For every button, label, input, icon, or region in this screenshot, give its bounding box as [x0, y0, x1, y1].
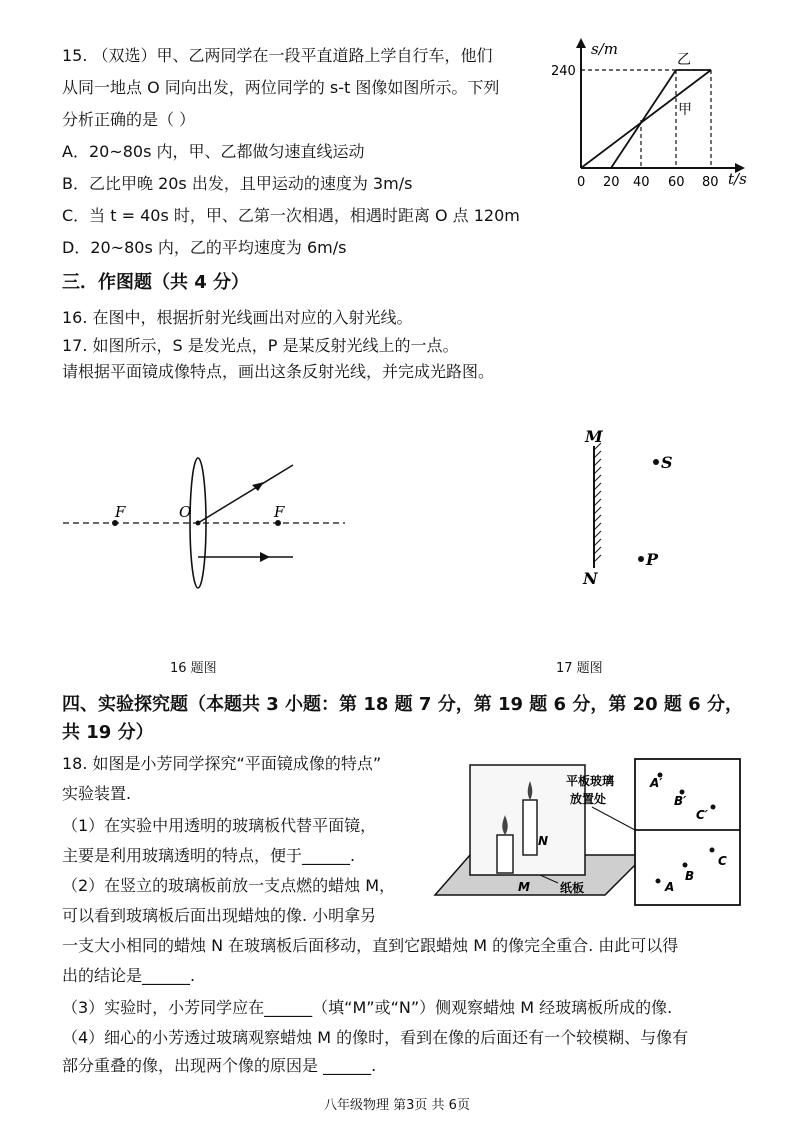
q18-apparatus-figure [430, 755, 745, 910]
x-tick-20: 20 [603, 175, 620, 190]
y-axis-label: s/m [591, 40, 618, 58]
q18-intro-1: 18. 如图是小芳同学探究“平面镜成像的特点” [62, 754, 382, 773]
point-p-dot [638, 556, 644, 562]
label-yi: 乙 [677, 52, 691, 68]
q18-p2-line-1: （2）在竖立的玻璃板前放一支点燃的蜡烛 M， [62, 876, 396, 895]
q18-p4-line-2: 部分重叠的像，出现两个像的原因是 ______. [62, 1056, 377, 1075]
label-a-prime: A′ [650, 776, 663, 790]
label-candle-n: N [538, 834, 549, 848]
q15-stem-line-1: 15. （双选）甲、乙两同学在一段平直道路上学自行车，他们 [62, 46, 493, 65]
q18-p3: （3）实验时，小芳同学应在______（填“M”或“N”）侧观察蜡烛 M 经玻璃板所成的像. [62, 998, 673, 1017]
fig17-mirror-diagram [570, 420, 710, 600]
label-focus-left: F [115, 503, 126, 521]
q18-intro-2: 实验装置. [62, 784, 132, 803]
q15-st-graph [545, 32, 760, 197]
label-p: P [646, 550, 659, 569]
fig17-caption: 17 题图 [556, 661, 603, 676]
q18-p2-line-4: 出的结论是______. [62, 966, 196, 985]
mirror-hatching [594, 443, 601, 562]
label-glass-2: 放置处 [570, 792, 607, 806]
label-s: S [661, 453, 673, 472]
dot-a [656, 879, 661, 884]
q15-option-d: D．20~80s 内，乙的平均速度为 6m/s [62, 238, 347, 257]
q18-p2-line-2: 可以看到玻璃板后面出现蜡烛的像. 小明拿另 [62, 906, 377, 925]
glass-leader [592, 807, 635, 830]
label-c-prime: C′ [696, 808, 708, 822]
x-tick-60: 60 [668, 175, 685, 190]
x-tick-0: 0 [577, 175, 586, 190]
x-tick-80: 80 [702, 175, 719, 190]
label-n: N [583, 569, 598, 588]
q15-option-c: C．当 t = 40s 时，甲、乙第一次相遇，相遇时距离 O 点 120m [62, 206, 520, 225]
section3-title: 三．作图题（共 4 分） [62, 272, 250, 293]
q18-p4-line-1: （4）细心的小芳透过玻璃观察蜡烛 M 的像时，看到在像的后面还有一个较模糊、与像有 [62, 1028, 689, 1047]
q17-text-2: 请根据平面镜成像特点，画出这条反射光线，并完成光路图。 [62, 362, 495, 381]
label-jia: 甲 [678, 102, 692, 118]
q15-stem-line-2: 从同一地点 O 同向出发，两位同学的 s-t 图像如图所示。下列 [62, 78, 500, 97]
y-tick-240: 240 [551, 64, 576, 79]
dot-b [683, 863, 688, 868]
page-footer: 八年级物理 第3页 共 6页 [324, 1098, 470, 1113]
label-m: M [585, 427, 603, 446]
q17-text-1: 17. 如图所示，S 是发光点，P 是某反射光线上的一点。 [62, 336, 459, 355]
x-tick-40: 40 [633, 175, 650, 190]
section4-title-1: 四、实验探究题（本题共 3 小题：第 18 题 7 分，第 19 题 6 分，第 20 题 6 分， [62, 694, 743, 715]
label-b-prime: B′ [674, 794, 687, 808]
q18-p1-line-2: 主要是利用玻璃透明的特点，便于______. [62, 846, 356, 865]
candle-n [523, 800, 537, 855]
y-axis-arrow [576, 38, 586, 48]
fig16-caption: 16 题图 [170, 661, 217, 676]
label-candle-m: M [518, 880, 530, 894]
dot-c [710, 848, 715, 853]
candle-m [497, 835, 513, 873]
label-paper: 纸板 [560, 881, 585, 895]
label-glass-1: 平板玻璃 [566, 774, 615, 788]
line-jia [581, 70, 711, 168]
q18-p2-line-3: 一支大小相同的蜡烛 N 在玻璃板后面移动，直到它跟蜡烛 M 的像完全重合. 由此可以得 [62, 936, 679, 955]
dot-c-prime [711, 805, 716, 810]
section4-title-2: 共 19 分） [62, 722, 154, 743]
label-optical-center: O [179, 503, 192, 521]
line-yi [611, 70, 676, 168]
point-s-dot [653, 459, 659, 465]
label-c: C [718, 854, 727, 868]
fig16-lens-diagram [55, 445, 355, 610]
q16-text: 16. 在图中，根据折射光线画出对应的入射光线。 [62, 308, 413, 327]
label-a: A [665, 880, 675, 894]
label-b: B [685, 869, 695, 883]
ray-2-arrow [260, 552, 270, 562]
q18-p1-line-1: （1）在实验中用透明的玻璃板代替平面镜， [62, 816, 377, 835]
x-axis-label: t/s [728, 170, 747, 188]
label-focus-right: F [274, 503, 285, 521]
q15-option-a: A．20~80s 内，甲、乙都做匀速直线运动 [62, 142, 365, 161]
q15-stem-line-3: 分析正确的是（ ） [62, 110, 196, 129]
q15-option-b: B．乙比甲晚 20s 出发，且甲运动的速度为 3m/s [62, 174, 413, 193]
